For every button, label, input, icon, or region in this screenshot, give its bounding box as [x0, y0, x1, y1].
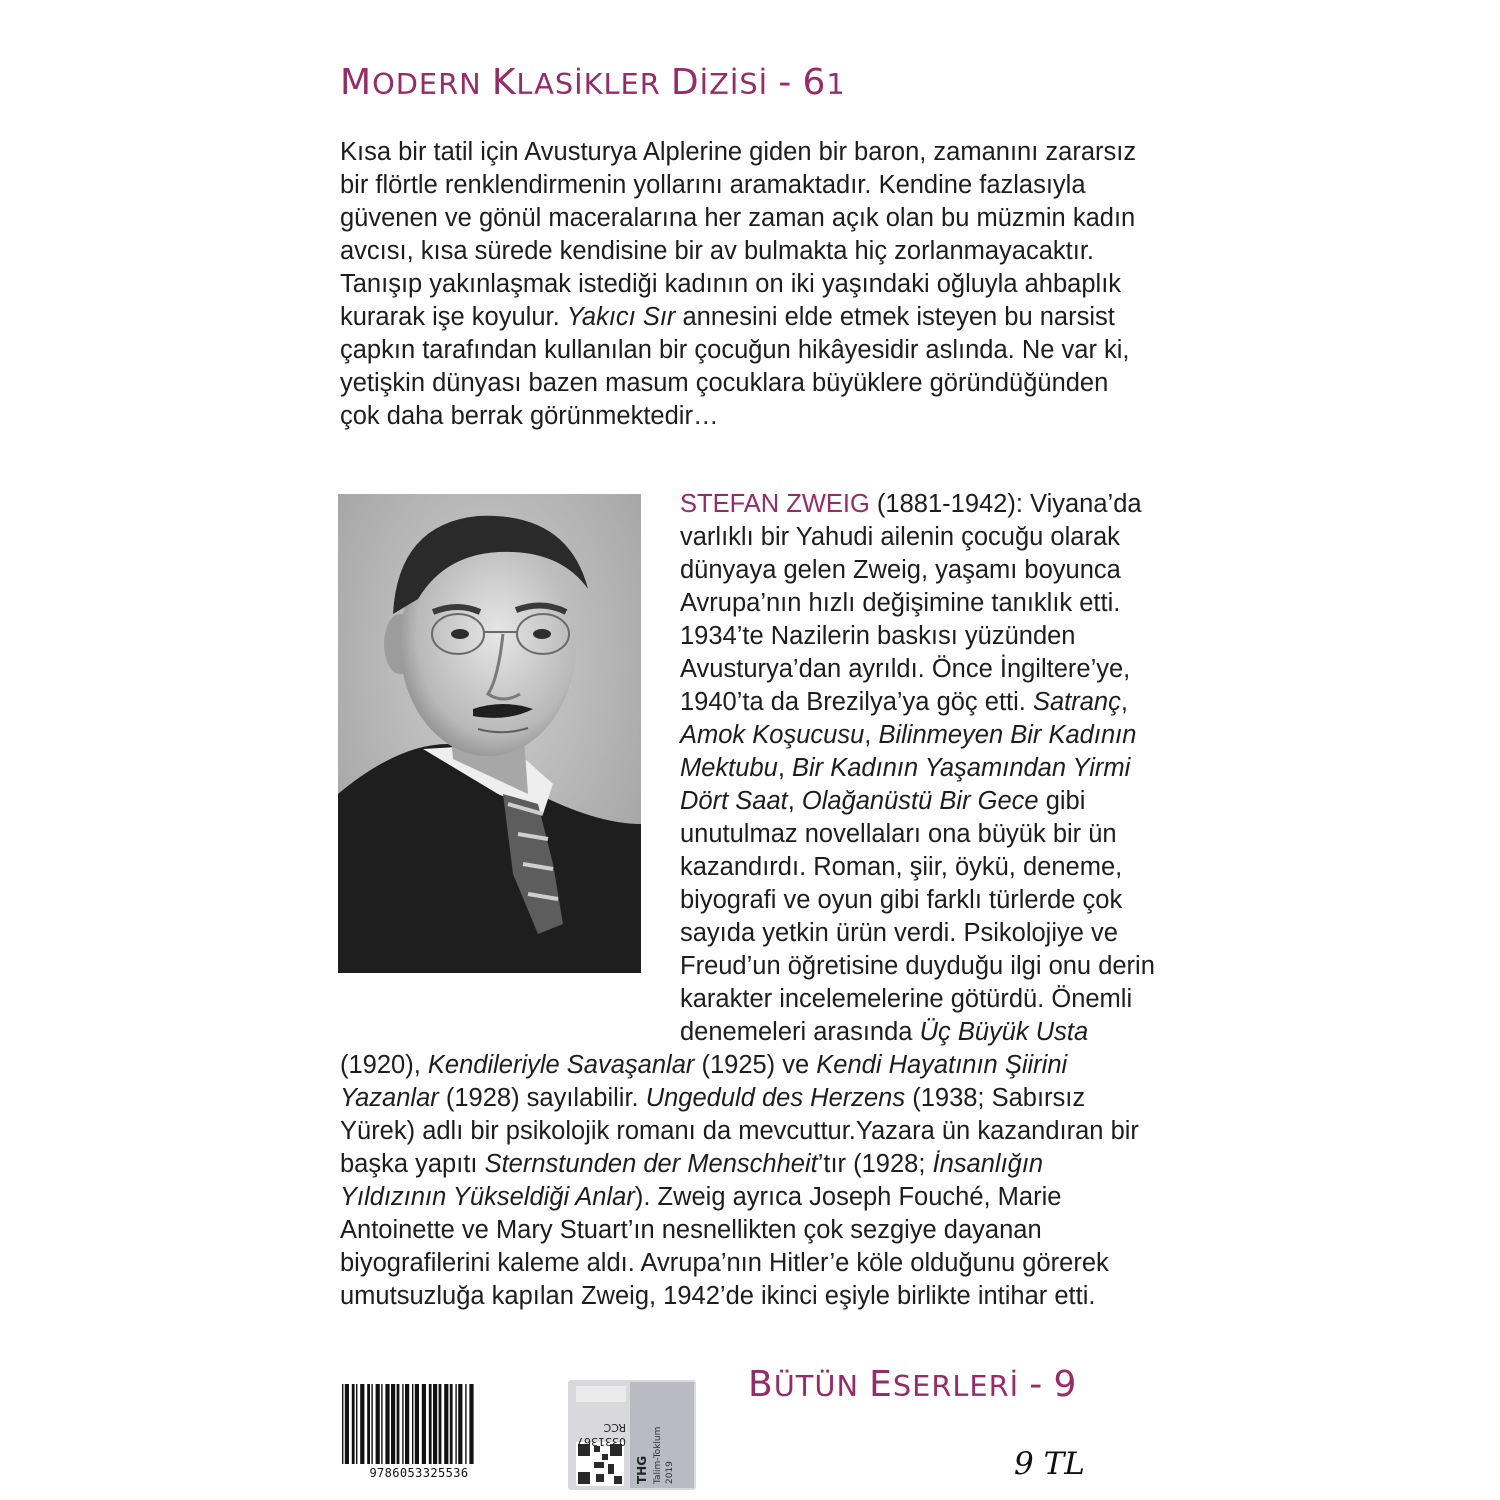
bio-work-title: Sternstunden der Menschheit [484, 1150, 818, 1178]
barcode-bar [385, 1384, 389, 1464]
bio-work-title: Kendileriyle Savaşanlar [427, 1051, 695, 1079]
blurb-book-title: Yakıcı Sır [566, 303, 676, 331]
author-name: STEFAN ZWEIG [680, 490, 870, 518]
barcode-bar [465, 1384, 466, 1464]
barcode-bar [356, 1384, 357, 1464]
barcode-bars [340, 1384, 498, 1464]
works-title-text: BÜTÜN ESERLERİ - 9 [748, 1364, 1078, 1405]
bio-text: Viyana’da varlıklı bir Yahudi ailenin çocuğu olarak dünyaya gelen Zweig, yaşamı boyunca Avrupa’nın hızlı değişimine tanıklık etti. 1934’te Nazilerin baskısı yüzünden Avusturya’dan ayrıldı. Önce İngiltere’ye, 1940’ta da Brezilya’ya göç etti. [680, 490, 1142, 716]
barcode-bar [342, 1384, 343, 1464]
bio-text: ). Zweig ayrıca Joseph Fouché, Marie Antoinette ve Mary Stuart’ın nesnellikten çok sezgiye dayanan biyografilerini kaleme aldı. Avrupa’nın Hitler’e köle olduğunu görerek umutsuzluğa kapılan Zweig, 1942’de ikinci eşiyle birlikte intihar etti. [340, 1183, 1109, 1310]
bio-work-title: Kendi Hayatının Şiirini Yazanlar [340, 1051, 1068, 1112]
back-cover-blurb [340, 136, 1155, 433]
barcode-bar [455, 1384, 456, 1464]
sticker-code: RCC [603, 1421, 626, 1434]
barcode-bar [429, 1384, 432, 1464]
isbn-number: 9786053325536 [369, 1466, 469, 1480]
barcode-bar [405, 1384, 409, 1464]
bio-text: , [787, 787, 802, 815]
barcode-bar [444, 1384, 448, 1464]
author-years: (1881-1942): [869, 490, 1023, 518]
sticker-year: 2019 [665, 1461, 675, 1484]
isbn-barcode [340, 1384, 498, 1484]
barcode-bar [376, 1384, 380, 1464]
bio-work-title: Olağanüstü Bir Gece [801, 787, 1039, 815]
barcode-bar [345, 1384, 349, 1464]
bio-text: , [864, 721, 879, 749]
bio-work-title: Ungeduld des Herzens [645, 1084, 906, 1112]
price-label: 9 TL [1014, 1446, 1085, 1482]
bio-text: (1928) sayılabilir. [438, 1084, 646, 1112]
series-title [340, 62, 846, 103]
bio-work-title: İnsanlığın Yıldızının Yükseldiği Anlar [340, 1150, 1044, 1211]
barcode-bar [469, 1384, 473, 1464]
bio-text: (1925) ve [694, 1051, 817, 1079]
series-title-text: MODERN KLASİKLER DİZİSİ - 61 [340, 62, 846, 103]
bio-work-title: Amok Koşucusu [680, 721, 865, 749]
barcode-bar [391, 1384, 395, 1464]
bio-text: (1920), [340, 1051, 428, 1079]
bio-text: ’tır (1928; [817, 1150, 933, 1178]
barcode-bar [415, 1384, 419, 1464]
hologram-sticker [568, 1380, 696, 1490]
bio-work-title: Üç Büyük Usta [919, 1018, 1089, 1046]
blurb-text-1: Kısa bir tatil için Avusturya Alplerine giden bir baron, zamanını zararsız bir flörtle renklendirmenin yollarını aramaktadır. Kendine fazlasıyla güvenen ve gönül maceralarına her zaman açık olan bu müzmin kadın avcısı, kısa sürede kendisine bir av bulmakta hiç zorlanmayacaktır. Tanışıp yakınlaşmak istediği kadının on iki yaşındaki oğluyla ahbaplık kurarak işe koyulur. [340, 138, 1137, 331]
barcode-bar [360, 1384, 364, 1464]
complete-works-title [748, 1364, 1077, 1405]
bio-work-title: Bir Kadının Yaşamından Yirmi Dört Saat [680, 754, 1131, 815]
barcode-bar [433, 1384, 437, 1464]
sticker-serial: 0331367 [577, 1435, 626, 1448]
bio-text: (1938; Sabırsız Yürek) adlı bir psikolojik romanı da mevcuttur.Yazara ün kazandıran bir başka yapıtı [340, 1084, 1139, 1178]
photo-wrap-spacer [340, 488, 680, 1018]
barcode-bar [367, 1384, 370, 1464]
barcode-bar [458, 1384, 462, 1464]
barcode-bar [439, 1384, 442, 1464]
banderol-sticker [568, 1380, 696, 1490]
bio-work-title: Satranç [1032, 688, 1121, 716]
author-biography [340, 488, 1155, 1313]
sticker-brand: THG [635, 1455, 649, 1484]
bio-text: gibi unutulmaz novellaları ona büyük bir ün kazandırdı. Roman, şiir, öykü, deneme, biyografi ve oyun gibi farklı türlerde çok sayıda yetkin ürün verdi. Psikolojiye ve Freud’un öğretisine duyduğu ilgi onu derin karakter incelemelerine götürdü. Önemli denemeleri arasında [680, 787, 1155, 1046]
bio-text: , [1120, 688, 1128, 716]
bio-text: , [777, 754, 792, 782]
blurb-text-2: annesini elde etmek isteyen bu narsist çapkın tarafından kullanılan bir çocuğun hikâyesidir aslında. Ne var ki, yetişkin dünyası bazen masum çocuklara büyüklere göründüğünden çok daha berrak görünmektedir… [340, 303, 1130, 430]
barcode-bar [381, 1384, 382, 1464]
sticker-line1: Talim-Toklum [653, 1426, 663, 1484]
barcode-bar [371, 1384, 372, 1464]
barcode-bar [422, 1384, 426, 1464]
barcode-bar [402, 1384, 403, 1464]
bio-work-title: Bilinmeyen Bir Kadının Mektubu [680, 721, 1137, 782]
barcode-bar [412, 1384, 413, 1464]
barcode-bar [450, 1384, 453, 1464]
barcode-bar [397, 1384, 400, 1464]
barcode-bar [352, 1384, 355, 1464]
